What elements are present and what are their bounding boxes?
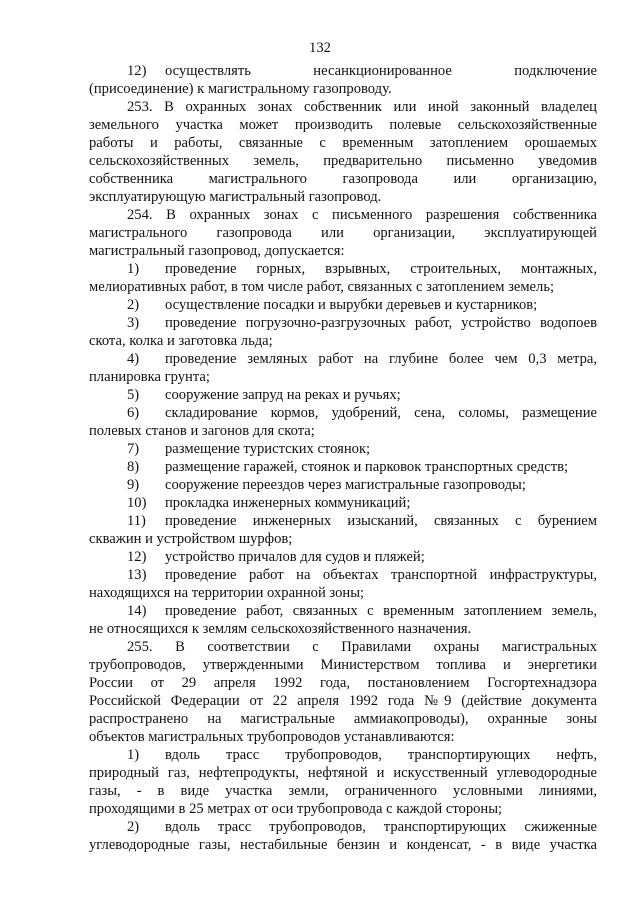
text-line: объектов магистральных трубопроводов устанавливаются: [89, 729, 455, 745]
text-line: России от 29 апреля 1992 года, постановлением Госгортехнадзора [89, 675, 597, 691]
text-line: сельскохозяйственных земель, предварительно письменно уведомив [89, 153, 597, 169]
list-marker: 8) [127, 459, 140, 475]
paragraph-253: 253. В охранных зонах собственник или иной законный владелец [127, 99, 597, 115]
list-item [89, 62, 597, 80]
list-marker: 10) [127, 495, 147, 511]
page-number: 132 [309, 40, 331, 56]
list-item: 9) сооружение переездов через магистральные газопроводы; [127, 477, 526, 493]
list-item: 12) устройство причалов для судов и пляжей; [127, 549, 425, 565]
text-line: (присоединение) к магистральному газопроводу. [89, 81, 392, 97]
list-marker: 2) [127, 297, 140, 313]
list-item: 3) проведение погрузочно-разгрузочных работ, устройство водопоев [127, 315, 597, 331]
paragraph-255: 255. В соответствии с Правилами охраны магистральных [127, 639, 597, 655]
text-line: мелиоративных работ, в том числе работ, связанных с затоплением земель; [89, 279, 555, 295]
list-marker: 14) [127, 603, 147, 619]
list-marker: 1) [127, 747, 140, 763]
document-body [89, 62, 597, 854]
text-line: проходящими в 25 метрах от оси трубопровода с каждой стороны; [89, 801, 503, 817]
text-line: Российской Федерации от 22 апреля 1992 года №9 (действие документа [89, 693, 597, 709]
list-marker: 9) [127, 477, 140, 493]
text-line: магистрального газопровода или организации, эксплуатирующей [89, 225, 597, 241]
text-line: не относящихся к землям сельскохозяйственного назначения. [89, 621, 472, 637]
text-line: планировка грунта; [89, 369, 210, 385]
text-line: углеводородные газы, нестабильные бензин и конденсат, - в виде участка [89, 837, 597, 853]
list-marker: 7) [127, 441, 140, 457]
text-line: природный газ, нефтепродукты, нефтяной и искусственный углеводородные [89, 765, 597, 781]
text-line: полевых станов и загонов для скота; [89, 423, 315, 439]
list-marker: 13) [127, 567, 147, 583]
paragraph-254: 254. В охранных зонах с письменного разрешения собственника [127, 207, 597, 223]
list-item: 14) проведение работ, связанных с временным затоплением земель, [127, 603, 597, 619]
list-item: 8) размещение гаражей, стоянок и парковок транспортных средств; [127, 459, 569, 475]
text-line: трубопроводов, утвержденными Министерством топлива и энергетики [89, 657, 597, 673]
list-marker: 5) [127, 387, 140, 403]
list-item: 1) проведение горных, взрывных, строительных, монтажных, [127, 261, 597, 277]
list-item: 5) сооружение запруд на реках и ручьях; [127, 387, 401, 403]
text-line: магистральный газопровод, допускается: [89, 243, 345, 259]
text-line: скота, колка и заготовка льда; [89, 333, 273, 349]
list-marker: 4) [127, 351, 140, 367]
list-item: 4) проведение земляных работ на глубине более чем 0,3 метра, [127, 351, 597, 367]
text-line: распространено на магистральные аммиакопроводы), охранные зоны [89, 711, 597, 727]
list-item: 11) проведение инженерных изысканий, связанных с бурением [127, 513, 597, 529]
text-line: земельного участка может производить полевые сельскохозяйственные [89, 117, 597, 133]
list-marker: 2) [127, 819, 140, 835]
text-line: осуществлять несанкционированное подключение [165, 63, 597, 79]
list-marker: 11) [127, 513, 146, 529]
list-marker: 3) [127, 315, 140, 331]
list-item: 1) вдоль трасс трубопроводов, транспортирующих нефть, [127, 747, 597, 763]
text-line: собственника магистрального газопровода или организацию, [89, 171, 597, 187]
list-item: 10) прокладка инженерных коммуникаций; [127, 495, 411, 511]
text-line: работы и работы, связанные с временным затоплением орошаемых [89, 135, 597, 151]
text-line: эксплуатирующую магистральный газопровод. [89, 189, 382, 205]
list-marker: 6) [127, 405, 140, 421]
list-marker: 12) [127, 63, 147, 79]
list-item: 2) вдоль трасс трубопроводов, транспортирующих сжиженные [127, 819, 597, 835]
text-line: скважин и устройством шурфов; [89, 531, 293, 547]
list-marker: 12) [127, 549, 147, 565]
list-item: 13) проведение работ на объектах транспортной инфраструктуры, [127, 567, 597, 583]
list-item: 7) размещение туристских стоянок; [127, 441, 371, 457]
text-line: газы, - в виде участка земли, ограниченного условными линиями, [89, 783, 597, 799]
text-line: находящихся на территории охранной зоны; [89, 585, 365, 601]
list-item: 6) складирование кормов, удобрений, сена, соломы, размещение [127, 405, 597, 421]
list-item: 2) осуществление посадки и вырубки деревьев и кустарников; [127, 297, 538, 313]
list-marker: 1) [127, 261, 140, 277]
